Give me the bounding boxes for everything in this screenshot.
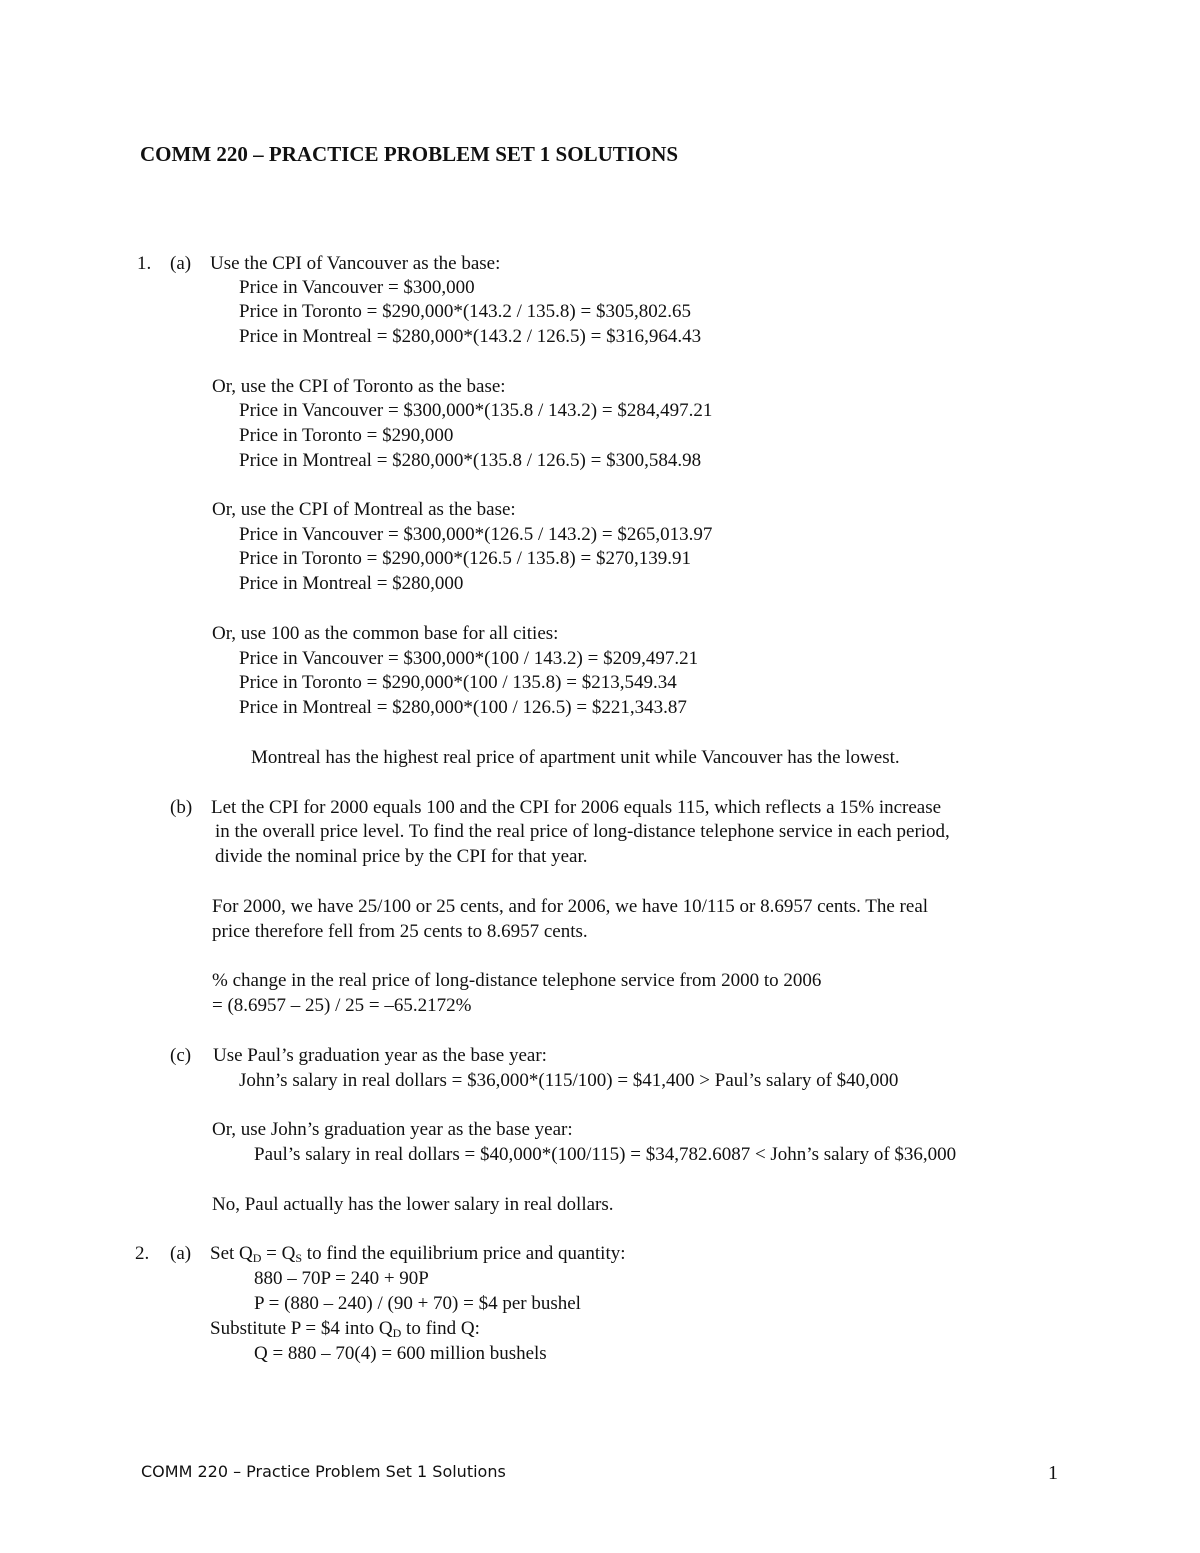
q1a-mon-line-1: Price in Vancouver = $300,000*(126.5 / 143.2) = $265,013.97 (239, 524, 713, 545)
q1a-common-line-1: Price in Vancouver = $300,000*(100 / 143.2) = $209,497.21 (239, 648, 699, 669)
q1c-john-line: John’s salary in real dollars = $36,000*(115/100) = $41,400 > Paul’s salary of $40,000 (239, 1070, 899, 1091)
q1c-intro2: Or, use John’s graduation year as the base year: (212, 1119, 573, 1140)
q2a-intro-pre: Set Q (210, 1243, 253, 1264)
footer-text: COMM 220 – Practice Problem Set 1 Solutions (141, 1462, 506, 1481)
q2a-substitute-pre: Substitute P = $4 into Q (210, 1318, 393, 1339)
q1a-conclusion: Montreal has the highest real price of apartment unit while Vancouver has the lowest. (251, 747, 900, 768)
part-c-label: (c) (170, 1045, 192, 1066)
part-a-label: (a) (170, 253, 192, 274)
q1b-para1-line-3: divide the nominal price by the CPI for that year. (215, 846, 588, 867)
question-2-number: 2. (135, 1243, 150, 1264)
q2a-substitute-post: to find Q: (401, 1318, 480, 1339)
q2a-eq1: 880 – 70P = 240 + 90P (254, 1268, 429, 1289)
q1a-van-line-3: Price in Montreal = $280,000*(143.2 / 126.5) = $316,964.43 (239, 326, 702, 347)
q2a-sub-d: D (252, 1251, 262, 1265)
page-title: COMM 220 – PRACTICE PROBLEM SET 1 SOLUTIONS (140, 142, 679, 166)
q1b-para3-line-1: % change in the real price of long-distance telephone service from 2000 to 2006 (212, 970, 822, 991)
question-1-number: 1. (137, 253, 152, 274)
q1a-intro: Use the CPI of Vancouver as the base: (210, 253, 501, 274)
q1b-para2-line-1: For 2000, we have 25/100 or 25 cents, and for 2006, we have 10/115 or 8.6957 cents. The real (212, 896, 929, 917)
q1a-tor-line-1: Price in Vancouver = $300,000*(135.8 / 143.2) = $284,497.21 (239, 400, 713, 421)
q2a-intro-mid: = Q (261, 1243, 296, 1264)
q1a-toronto-intro: Or, use the CPI of Toronto as the base: (212, 376, 506, 397)
q1a-common-intro: Or, use 100 as the common base for all cities: (212, 623, 559, 644)
q2a-eq2: P = (880 – 240) / (90 + 70) = $4 per bushel (254, 1293, 581, 1314)
q1a-common-line-3: Price in Montreal = $280,000*(100 / 126.5) = $221,343.87 (239, 697, 687, 718)
q2a-substitute (210, 1317, 480, 1345)
q2a-eq3: Q = 880 – 70(4) = 600 million bushels (254, 1343, 547, 1364)
q2a-sub-d-2: D (392, 1326, 402, 1340)
q2a-intro-post: to find the equilibrium price and quantity: (302, 1243, 626, 1264)
q1c-paul-line: Paul’s salary in real dollars = $40,000*(100/115) = $34,782.6087 < John’s salary of $36,000 (254, 1144, 957, 1165)
q1c-conclusion: No, Paul actually has the lower salary in real dollars. (212, 1194, 614, 1215)
q1a-tor-line-3: Price in Montreal = $280,000*(135.8 / 126.5) = $300,584.98 (239, 450, 702, 471)
q2-part-a-label: (a) (170, 1243, 192, 1264)
q1c-intro: Use Paul’s graduation year as the base year: (213, 1045, 547, 1066)
q1a-tor-line-2: Price in Toronto = $290,000 (239, 425, 454, 446)
q1a-montreal-intro: Or, use the CPI of Montreal as the base: (212, 499, 516, 520)
q1a-mon-line-2: Price in Toronto = $290,000*(126.5 / 135.8) = $270,139.91 (239, 548, 691, 569)
q1b-para3-line-2: = (8.6957 – 25) / 25 = –65.2172% (212, 995, 472, 1016)
q2a-sub-s: S (295, 1251, 303, 1265)
q1a-van-line-1: Price in Vancouver = $300,000 (239, 277, 475, 298)
q1b-para2-line-2: price therefore fell from 25 cents to 8.6957 cents. (212, 921, 588, 942)
q1a-mon-line-3: Price in Montreal = $280,000 (239, 573, 464, 594)
part-b-label: (b) (170, 797, 193, 818)
q1b-para1-line-1: Let the CPI for 2000 equals 100 and the CPI for 2006 equals 115, which reflects a 15% increase (211, 797, 942, 818)
q1a-common-line-2: Price in Toronto = $290,000*(100 / 135.8) = $213,549.34 (239, 672, 677, 693)
page-number: 1 (1048, 1462, 1058, 1484)
q1b-para1-line-2: in the overall price level. To find the real price of long-distance telephone service in each period, (215, 821, 950, 842)
q1a-van-line-2: Price in Toronto = $290,000*(143.2 / 135.8) = $305,802.65 (239, 301, 691, 322)
q2a-intro (210, 1242, 626, 1270)
